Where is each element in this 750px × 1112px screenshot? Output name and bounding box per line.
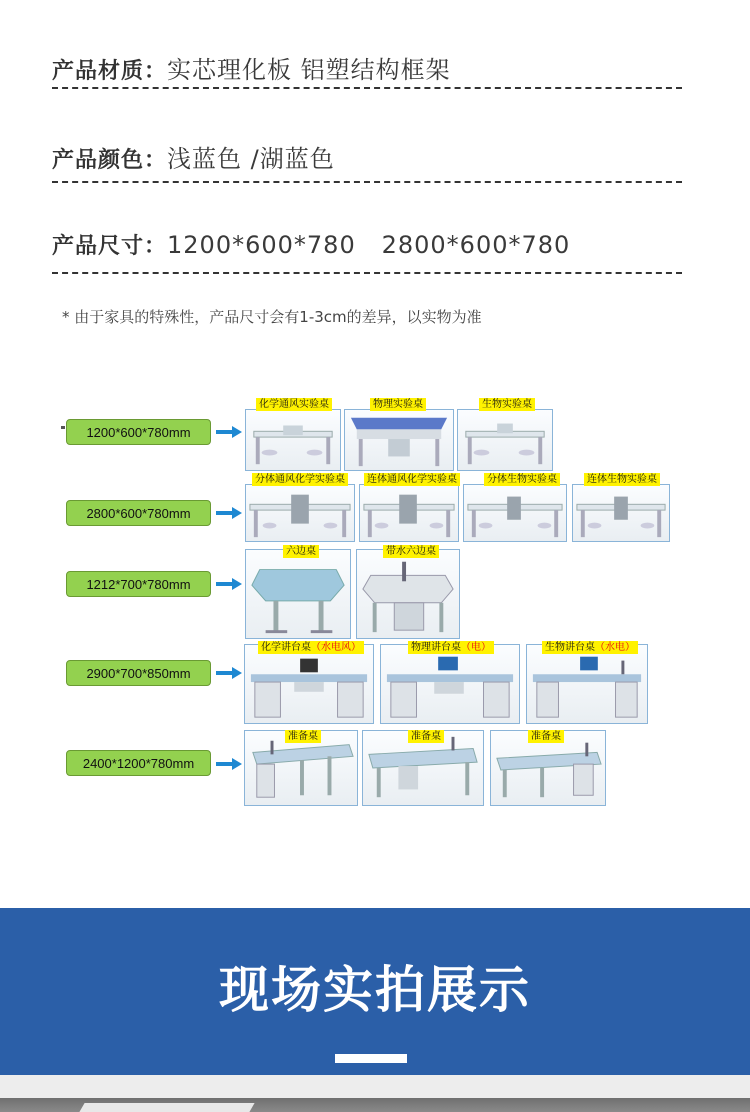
product-thumb	[244, 644, 374, 724]
spec-size-label: 产品尺寸：	[52, 234, 168, 259]
size-tag: 2800*600*780mm	[66, 500, 211, 526]
arrow-right-icon	[216, 578, 242, 590]
product-label: 六边桌	[283, 545, 319, 558]
product-thumb	[457, 409, 553, 471]
product-label-text: 物理讲台桌	[411, 642, 461, 653]
spec-size	[52, 229, 682, 260]
dashed-divider	[52, 87, 682, 89]
product-label: 分体生物实验桌	[484, 473, 560, 486]
size-disclaimer-note: * 由于家具的特殊性，产品尺寸会有1-3cm的差异，以实物为准	[62, 308, 482, 326]
size-tag: 1212*700*780mm	[66, 571, 211, 597]
product-thumb	[526, 644, 648, 724]
arrow-right-icon	[216, 667, 242, 679]
product-label	[408, 641, 494, 654]
spec-color-label: 产品颜色：	[52, 148, 168, 173]
product-label: 物理实验桌	[370, 398, 426, 411]
product-label: 准备桌	[528, 730, 564, 743]
section-title: 现场实拍展示	[219, 961, 531, 1019]
dashed-divider	[52, 181, 682, 183]
spec-material-value: 实芯理化板 铝塑结构框架	[167, 56, 451, 84]
size-tag: 2400*1200*780mm	[66, 750, 211, 776]
product-label-text: 生物讲台桌	[545, 642, 595, 653]
product-label: 化学通风实验桌	[256, 398, 332, 411]
product-label: 生物实验桌	[479, 398, 535, 411]
product-thumb	[359, 484, 459, 542]
arrow-right-icon	[216, 426, 242, 438]
size-tag: 2900*700*850mm	[66, 660, 211, 686]
product-label-tag: （水电）	[595, 642, 635, 653]
spec-color-value: 浅蓝色 /湖蓝色	[167, 145, 335, 173]
product-label-text: 化学讲台桌	[261, 642, 311, 653]
product-label: 连体生物实验桌	[584, 473, 660, 486]
product-label-tag: （水电风）	[311, 642, 361, 653]
product-label: 准备桌	[285, 730, 321, 743]
spec-size-value: 1200*600*780 2800*600*780	[167, 231, 571, 259]
tick-mark	[61, 426, 65, 429]
product-label: 连体通风化学实验桌	[364, 473, 460, 486]
product-label	[258, 641, 364, 654]
product-thumb	[356, 549, 460, 639]
product-label: 分体通风化学实验桌	[252, 473, 348, 486]
product-thumb	[344, 409, 454, 471]
product-thumb	[572, 484, 670, 542]
product-label: 带水六边桌	[383, 545, 439, 558]
ceiling-light	[79, 1103, 254, 1112]
spec-material	[52, 50, 682, 85]
spec-color	[52, 139, 682, 174]
product-thumb	[245, 549, 351, 639]
product-thumb	[245, 484, 355, 542]
spec-material-label: 产品材质：	[52, 59, 168, 84]
title-underline	[335, 1054, 407, 1063]
dashed-divider	[52, 272, 682, 274]
product-thumb	[380, 644, 520, 724]
site-photo-preview	[0, 1075, 750, 1112]
arrow-right-icon	[216, 507, 242, 519]
product-label-tag: （电）	[461, 642, 491, 653]
product-label: 准备桌	[408, 730, 444, 743]
product-label	[542, 641, 638, 654]
product-thumb	[463, 484, 567, 542]
arrow-right-icon	[216, 758, 242, 770]
size-tag: 1200*600*780mm	[66, 419, 211, 445]
product-thumb	[245, 409, 341, 471]
